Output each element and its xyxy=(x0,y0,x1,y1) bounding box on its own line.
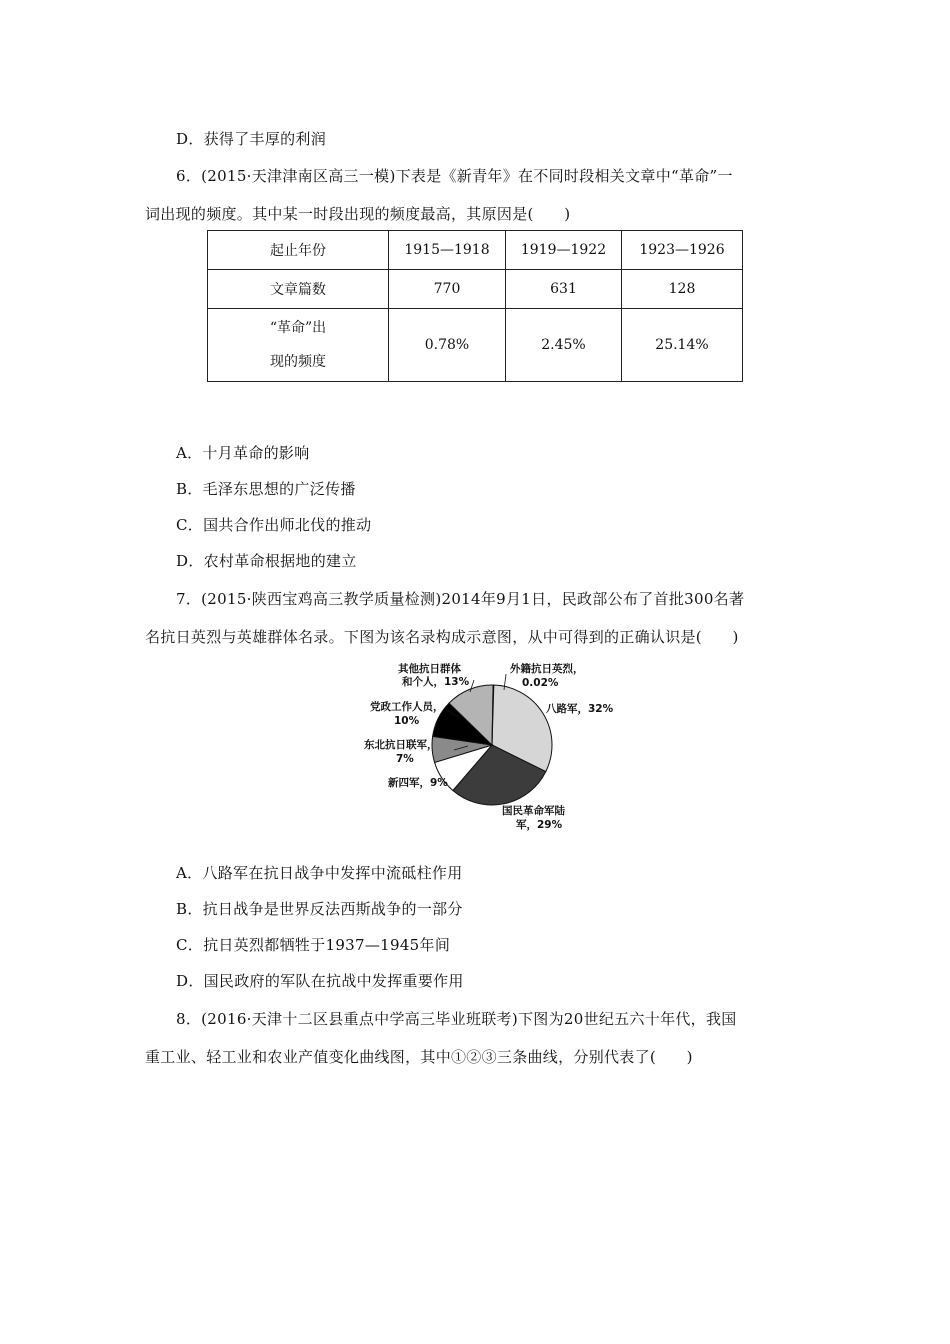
pie-label: 新四军，9% xyxy=(388,777,448,789)
table-cell: 1923—1926 xyxy=(622,231,743,270)
table-row xyxy=(208,270,743,309)
q6-option-b: B．毛泽东思想的广泛传播 xyxy=(176,480,356,498)
q6-option-d: D．农村革命根据地的建立 xyxy=(176,552,357,570)
table-row xyxy=(208,309,743,382)
roster-pie-chart xyxy=(350,660,640,840)
pie-label: 和个人，13% xyxy=(402,676,470,688)
pie-label: 7% xyxy=(396,753,414,765)
table-cell: 631 xyxy=(506,270,622,309)
pie-label: 10% xyxy=(394,715,420,727)
q6-stem-line2: 词出现的频度。其中某一时段出现的频度最高，其原因是( ) xyxy=(145,205,571,223)
q7-option-d: D．国民政府的军队在抗战中发挥重要作用 xyxy=(176,972,464,990)
q7-option-a: A．八路军在抗日战争中发挥中流砥柱作用 xyxy=(176,864,463,882)
pie-label: 外籍抗日英烈， xyxy=(510,663,584,675)
q6-option-c: C．国共合作出师北伐的推动 xyxy=(176,516,372,534)
pie-label: 国民革命军陆 xyxy=(502,805,565,817)
q7-stem-line2: 名抗日英烈与英雄群体名录。下图为该名录构成示意图，从中可得到的正确认识是( ) xyxy=(145,628,739,646)
pie-label: 东北抗日联军， xyxy=(364,739,438,751)
pie-label: 八路军，32% xyxy=(546,703,614,715)
table-cell xyxy=(208,309,389,382)
table-cell: 128 xyxy=(622,270,743,309)
table-cell: 文章篇数 xyxy=(208,270,389,309)
q5-option-d: D．获得了丰厚的利润 xyxy=(176,130,327,148)
table-cell: 起止年份 xyxy=(208,231,389,270)
table-cell: 0.78% xyxy=(389,309,506,382)
pie-label: 军，29% xyxy=(516,819,563,831)
table-cell: 1915—1918 xyxy=(389,231,506,270)
q8-stem-line2: 重工业、轻工业和农业产值变化曲线图，其中①②③三条曲线，分别代表了( ) xyxy=(145,1048,693,1066)
pie-label: 党政工作人员， xyxy=(370,701,444,713)
row-label-part: 现的频度 xyxy=(270,354,326,370)
table-row xyxy=(208,231,743,270)
q7-option-b: B．抗日战争是世界反法西斯战争的一部分 xyxy=(176,900,463,918)
q6-option-a: A．十月革命的影响 xyxy=(176,444,310,462)
table-cell: 25.14% xyxy=(622,309,743,382)
q7-option-c: C．抗日英烈都牺牲于1937—1945年间 xyxy=(176,936,451,954)
table-cell: 2.45% xyxy=(506,309,622,382)
q8-stem-line1: 8．(2016·天津十二区县重点中学高三毕业班联考)下图为20世纪五六十年代，我国 xyxy=(176,1010,737,1028)
row-label-part: “革命”出 xyxy=(269,320,327,336)
pie-label: 0.02% xyxy=(522,677,559,689)
table-cell: 1919—1922 xyxy=(506,231,622,270)
q7-stem-line1: 7．(2015·陕西宝鸡高三教学质量检测)2014年9月1日，民政部公布了首批300名著 xyxy=(176,590,745,608)
table-cell: 770 xyxy=(389,270,506,309)
pie-label: 其他抗日群体 xyxy=(398,663,461,675)
frequency-table xyxy=(207,230,743,382)
q6-stem-line1: 6．(2015·天津津南区高三一模)下表是《新青年》在不同时段相关文章中“革命”一 xyxy=(176,167,733,185)
